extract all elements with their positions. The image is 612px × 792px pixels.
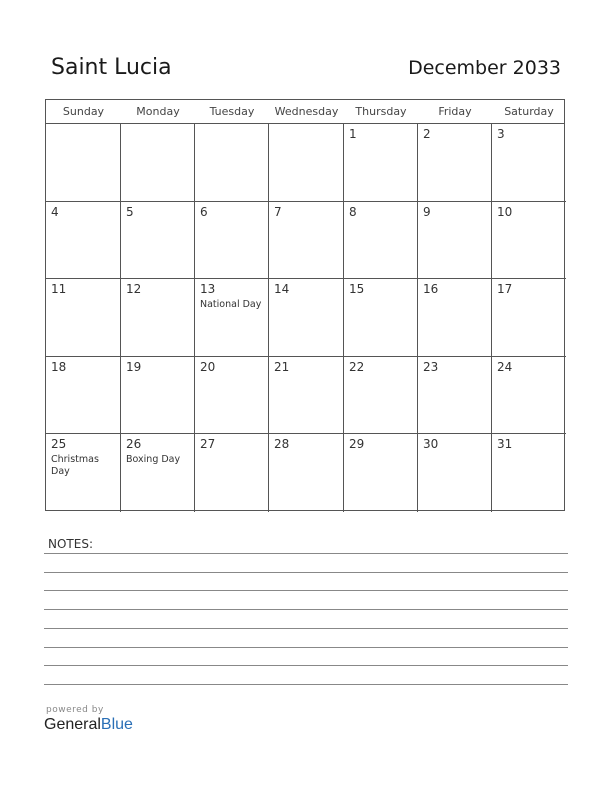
day-cell	[46, 279, 121, 357]
day-number: 29	[349, 437, 365, 452]
logo-text-general: General	[44, 716, 101, 733]
day-cell	[195, 357, 269, 435]
day-number: 21	[274, 359, 290, 374]
day-cell	[195, 202, 269, 280]
day-number: 23	[423, 359, 439, 374]
day-cell	[418, 434, 492, 512]
day-number: 9	[423, 204, 431, 219]
calendar-country-title: Saint Lucia	[51, 55, 172, 80]
day-cell	[492, 202, 566, 280]
weekday-label: Tuesday	[209, 105, 255, 118]
day-number: 8	[349, 204, 357, 219]
day-cell	[418, 279, 492, 357]
day-number: 17	[497, 282, 513, 297]
day-number: 19	[126, 359, 142, 374]
logo-text-blue: Blue	[100, 716, 133, 733]
day-number: 4	[51, 204, 59, 219]
day-cell	[121, 434, 195, 512]
day-cell	[46, 202, 121, 280]
day-number: 18	[51, 359, 67, 374]
note-line	[44, 628, 568, 629]
generalblue-logo	[44, 716, 133, 734]
day-cell	[121, 202, 195, 280]
weekday-label: Monday	[136, 105, 180, 118]
day-cell	[46, 124, 121, 202]
day-number: 14	[274, 282, 290, 297]
weekday-label: Wednesday	[274, 105, 339, 118]
day-cell	[121, 357, 195, 435]
weekday-label: Friday	[438, 105, 472, 118]
day-cell	[492, 124, 566, 202]
day-cell	[492, 357, 566, 435]
day-cell	[46, 434, 121, 512]
day-cell	[418, 124, 492, 202]
day-number: 13	[200, 282, 216, 297]
day-cell	[195, 434, 269, 512]
day-number: 31	[497, 437, 513, 452]
note-line	[44, 665, 568, 666]
day-number: 26	[126, 437, 142, 452]
day-cell	[46, 357, 121, 435]
day-number: 24	[497, 359, 513, 374]
day-cell	[344, 434, 418, 512]
day-cell	[195, 124, 269, 202]
day-number: 11	[51, 282, 67, 297]
day-cell	[269, 124, 344, 202]
day-number: 3	[497, 127, 505, 141]
day-cell	[195, 279, 269, 357]
note-line	[44, 590, 568, 591]
powered-by-text: powered by	[46, 705, 104, 715]
day-cell	[269, 202, 344, 280]
day-cell	[418, 202, 492, 280]
day-number: 1	[349, 127, 357, 141]
day-number: 5	[126, 204, 134, 219]
day-number: 25	[51, 437, 67, 452]
weekday-label: Thursday	[355, 105, 407, 118]
day-cell	[418, 357, 492, 435]
holiday-label: Boxing Day	[126, 454, 181, 466]
holiday-label: Christmas Day	[51, 454, 99, 478]
note-line	[44, 684, 568, 685]
day-number: 28	[274, 437, 290, 452]
day-cell	[344, 202, 418, 280]
day-number: 7	[274, 204, 282, 219]
holiday-label: National Day	[200, 299, 262, 311]
note-line	[44, 572, 568, 573]
day-number: 2	[423, 127, 431, 141]
day-number: 20	[200, 359, 216, 374]
day-number: 12	[126, 282, 142, 297]
calendar-grid	[45, 99, 565, 511]
calendar-month-title: December 2033	[408, 57, 561, 79]
day-cell	[121, 124, 195, 202]
day-number: 6	[200, 204, 208, 219]
weekday-header-row	[46, 100, 564, 124]
day-cell	[344, 357, 418, 435]
day-number: 27	[200, 437, 216, 452]
day-cell	[344, 279, 418, 357]
day-cell	[492, 434, 566, 512]
day-number: 10	[497, 204, 513, 219]
day-cell	[269, 357, 344, 435]
note-line	[44, 609, 568, 610]
day-cell	[344, 124, 418, 202]
day-cell	[121, 279, 195, 357]
weekday-label: Sunday	[62, 105, 105, 118]
day-cell	[492, 279, 566, 357]
day-number: 22	[349, 359, 365, 374]
note-line	[44, 647, 568, 648]
day-number: 30	[423, 437, 439, 452]
day-number: 15	[349, 282, 365, 297]
day-cell	[269, 279, 344, 357]
day-cell	[269, 434, 344, 512]
notes-label: NOTES:	[48, 537, 93, 551]
note-line	[44, 553, 568, 554]
weekday-label: Saturday	[504, 105, 554, 118]
day-number: 16	[423, 282, 439, 297]
